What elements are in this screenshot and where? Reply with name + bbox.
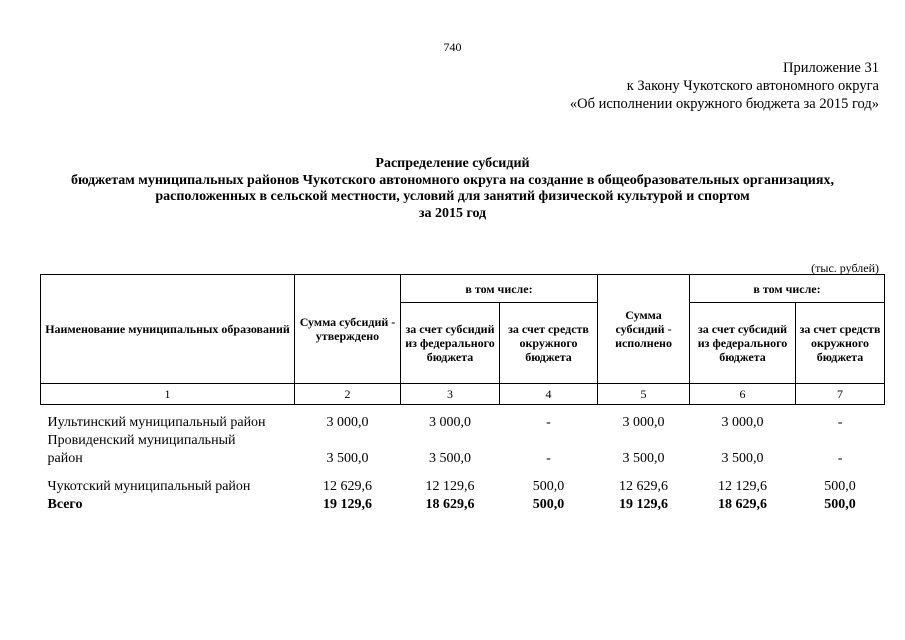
header-district-2: за счет средств окружного бюджета <box>796 303 885 384</box>
total-approved: 19 129,6 <box>323 496 372 512</box>
row-federal-1: 3 000,0 <box>429 414 471 430</box>
title-line-4: за 2015 год <box>418 205 487 221</box>
row-district-1: - <box>546 450 551 466</box>
units-label: (тыс. рублей) <box>811 261 879 275</box>
table-row <box>41 450 885 468</box>
document-title <box>0 156 905 222</box>
row-district-2: - <box>837 450 843 466</box>
total-district-2: 500,0 <box>824 496 856 512</box>
total-row <box>41 496 885 514</box>
header-name: Наименование муниципальных образований <box>41 275 295 384</box>
row-executed: 3 500,0 <box>622 450 665 466</box>
title-line-2: бюджетам муниципальных районов Чукотского автономного округа на создание в общеобразовательных организациях, <box>71 172 834 188</box>
row-federal-2: 3 000,0 <box>721 414 764 430</box>
row-name: Иультинский муниципальный район <box>47 414 266 430</box>
header-approved: Сумма субсидий - утверждено <box>295 275 401 384</box>
row-approved: 3 000,0 <box>326 414 369 430</box>
header-including-1: в том числе: <box>401 275 598 303</box>
header-district-1: за счет средств окружного бюджета <box>500 303 598 384</box>
header-executed: Сумма субсидий - исполнено <box>598 275 690 384</box>
column-number: 7 <box>796 384 885 405</box>
column-number: 3 <box>401 384 500 405</box>
appendix-block <box>570 59 879 113</box>
row-federal-1: 3 500,0 <box>429 450 471 466</box>
subsidy-table <box>40 274 885 514</box>
row-federal-2: 12 129,6 <box>718 478 768 494</box>
appendix-line-3: «Об исполнении окружного бюджета за 2015 год» <box>569 96 879 112</box>
row-name: Чукотский муниципальный район <box>47 478 251 494</box>
row-district-2: 500,0 <box>824 478 856 494</box>
total-federal-2: 18 629,6 <box>718 496 768 512</box>
column-number: 1 <box>41 384 295 405</box>
row-name-line-2: район <box>47 450 83 466</box>
row-federal-1: 12 129,6 <box>425 478 475 494</box>
row-executed: 3 000,0 <box>622 414 665 430</box>
row-district-2: - <box>837 414 843 430</box>
row-district-1: - <box>546 414 551 430</box>
table-row <box>41 478 885 496</box>
appendix-line-1: Приложение 31 <box>783 60 879 76</box>
row-approved: 12 629,6 <box>323 478 372 494</box>
row-executed: 12 629,6 <box>619 478 669 494</box>
column-number: 5 <box>598 384 690 405</box>
total-federal-1: 18 629,6 <box>425 496 475 512</box>
page-number: 740 <box>443 40 462 54</box>
total-district-1: 500,0 <box>532 496 565 512</box>
header-including-2: в том числе: <box>690 275 885 303</box>
row-district-1: 500,0 <box>532 478 565 494</box>
header-federal-1: за счет субсидий из федерального бюджета <box>401 303 500 384</box>
total-name: Всего <box>47 496 83 512</box>
header-federal-2: за счет субсидий из федерального бюджета <box>690 303 796 384</box>
row-approved: 3 500,0 <box>326 450 369 466</box>
column-number: 2 <box>295 384 401 405</box>
title-line-1: Распределение субсидий <box>375 156 530 171</box>
table-row <box>41 414 885 432</box>
column-number: 4 <box>500 384 598 405</box>
total-executed: 19 129,6 <box>619 496 669 512</box>
table-row <box>41 432 885 450</box>
row-name-line-1: Провиденский муниципальный <box>47 432 236 448</box>
appendix-line-2: к Закону Чукотского автономного округа <box>626 78 879 94</box>
title-line-3: расположенных в сельской местности, условий для занятий физической культурой и спортом <box>155 189 750 204</box>
row-federal-2: 3 500,0 <box>721 450 764 466</box>
column-number: 6 <box>690 384 796 405</box>
